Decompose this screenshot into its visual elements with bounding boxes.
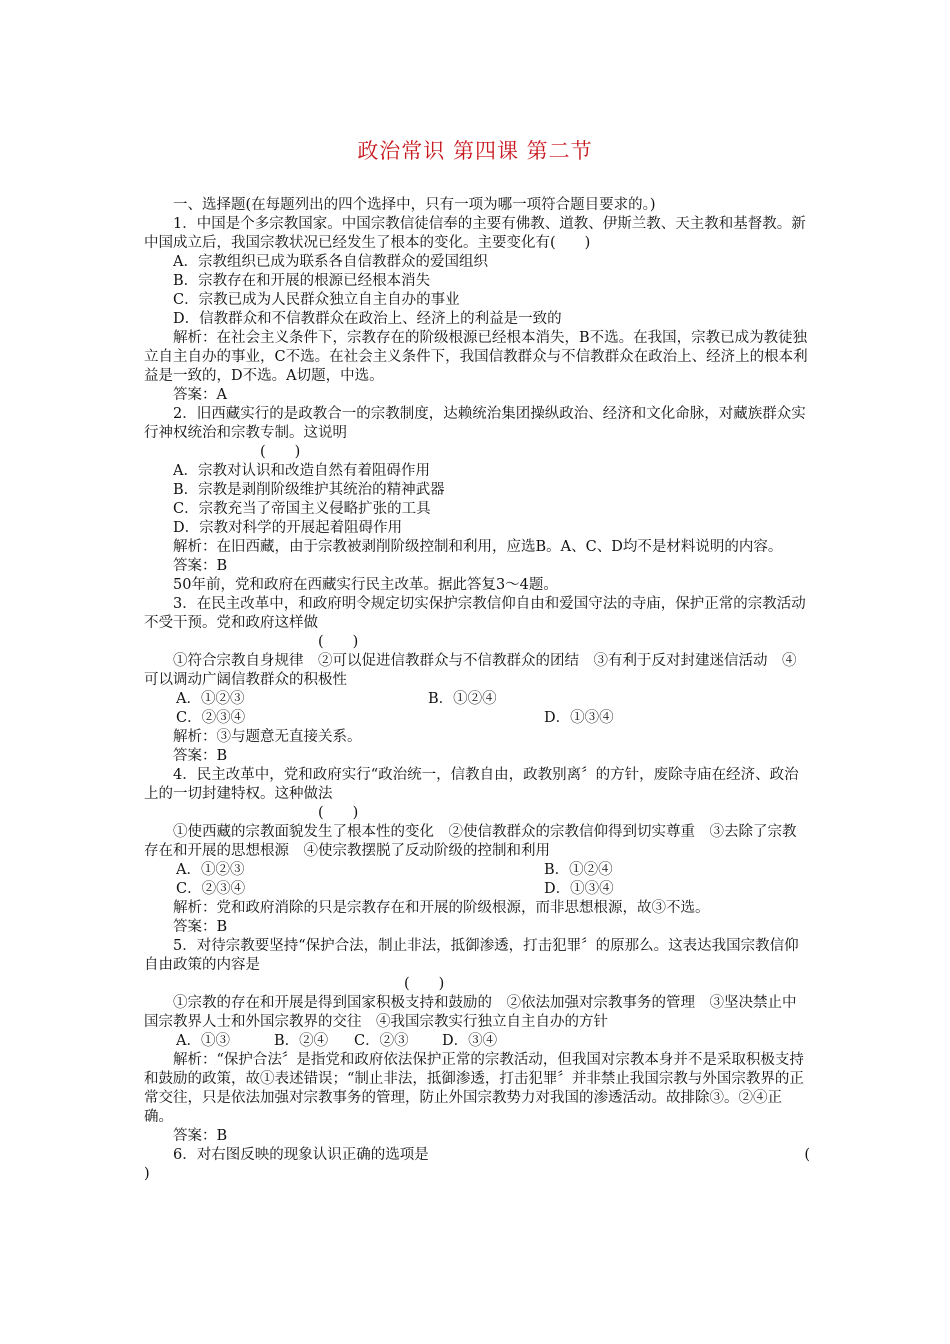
question-3-stem: 3．在民主改革中，和政府明令规定切实保护宗教信仰自由和爱国守法的寺庙，保护正常的宗教活动不受干预。党和政府这样做 <box>144 596 806 631</box>
question-4-option-a: A．①②③ <box>176 862 245 878</box>
question-2-stem: 2．旧西藏实行的是政教合一的宗教制度，达赖统治集团操纵政治、经济和文化命脉，对藏族群众实行神权统治和宗教专制。这说明 <box>144 406 806 441</box>
question-5-stem: 5．对待宗教要坚持“保护合法，制止非法，抵御渗透，打击犯罪〞的原那么。这表达我国宗教信仰自由政策的内容是 <box>144 938 799 973</box>
question-5-paren: ( ) <box>404 976 445 992</box>
question-4-options-row-2 <box>144 880 810 899</box>
question-6-paren-close-line <box>144 1165 810 1184</box>
page-title: 政治常识 第四课 第二节 <box>357 139 593 163</box>
question-1-option-a: A．宗教组织已成为联系各自信教群众的爱国组织 <box>173 254 488 270</box>
question-4-option-b: B．①②④ <box>544 862 613 878</box>
question-5-option-b: B．②④ <box>274 1033 329 1049</box>
question-5-option-c: C．②③ <box>354 1033 409 1049</box>
question-5-options-row <box>144 1032 810 1051</box>
question-6-paren-close: ) <box>144 1166 150 1182</box>
question-4-option-c: C．②③④ <box>176 881 246 897</box>
question-5-option-a: A．①③ <box>176 1033 230 1049</box>
question-4-answer: 答案：B <box>173 919 228 935</box>
question-6-stem-line <box>144 1146 810 1165</box>
question-4-paren-line <box>144 804 810 823</box>
question-3-answer: 答案：B <box>173 748 228 764</box>
question-3-options-row-2 <box>144 709 810 728</box>
question-1-analysis: 解析：在社会主义条件下，宗教存在的阶级根源已经根本消失，B不选。在我国，宗教已成为教徒独立自主自办的事业，C不选。在社会主义条件下，我国信教群众与不信教群众在政治上、经济上的根本利益是一致的，D不选。A切题，中选。 <box>144 330 808 384</box>
question-2-option-b: B．宗教是剥削阶级维护其统治的精神武器 <box>173 482 445 498</box>
question-3-option-d: D．①③④ <box>544 710 614 726</box>
question-1-answer: 答案：A <box>173 387 227 403</box>
question-2-answer: 答案：B <box>173 558 228 574</box>
question-4-stem: 4．民主改革中，党和政府实行“政治统一，信教自由，政教别离〞的方针，废除寺庙在经济、政治上的一切封建特权。这种做法 <box>144 767 799 802</box>
question-3-paren: ( ) <box>318 634 359 650</box>
question-6-paren-open: ( <box>804 1147 810 1163</box>
question-2-option-c: C．宗教充当了帝国主义侵略扩张的工具 <box>173 501 431 517</box>
question-4-paren: ( ) <box>318 805 359 821</box>
question-3-option-a: A．①②③ <box>176 691 245 707</box>
intro-questions-3-4: 50年前，党和政府在西藏实行民主改革。据此答复3～4题。 <box>173 577 558 593</box>
question-6-stem: 6．对右图反映的现象认识正确的选项是 <box>173 1147 429 1163</box>
question-5-items: ①宗教的存在和开展是得到国家积极支持和鼓励的 ②依法加强对宗教事务的管理 ③坚决禁止中国宗教界人士和外国宗教界的交往 ④我国宗教实行独立自主自办的方针 <box>144 995 797 1030</box>
question-4-options-row-1 <box>144 861 810 880</box>
question-3-items: ①符合宗教自身规律 ②可以促进信教群众与不信教群众的团结 ③有利于反对封建迷信活动 ④可以调动广阔信教群众的积极性 <box>144 653 797 688</box>
question-2-option-d: D．宗教对科学的开展起着阻碍作用 <box>173 520 403 536</box>
question-5-option-d: D．③④ <box>442 1033 498 1049</box>
question-3-option-b: B．①②④ <box>428 691 497 707</box>
question-4-analysis: 解析：党和政府消除的只是宗教存在和开展的阶级根源，而非思想根源，故③不选。 <box>173 900 710 916</box>
question-3-analysis: 解析：③与题意无直接关系。 <box>173 729 362 745</box>
question-5-analysis: 解析：“保护合法〞是指党和政府依法保护正常的宗教活动，但我国对宗教本身并不是采取积极支持和鼓励的政策，故①表述错误；“制止非法，抵御渗透，打击犯罪〞并非禁止我国宗教与外国宗教界的正常交往，只是依法加强对宗教事务的管理，防止外国宗教势力对我国的渗透活动。故排除③。②④正确。 <box>144 1052 804 1125</box>
question-1-option-d: D．信教群众和不信教群众在政治上、经济上的利益是一致的 <box>173 311 562 327</box>
question-1-option-b: B．宗教存在和开展的根源已经根本消失 <box>173 273 431 289</box>
question-5-answer: 答案：B <box>173 1128 228 1144</box>
question-1-stem: 1．中国是个多宗教国家。中国宗教信徒信奉的主要有佛教、道教、伊斯兰教、天主教和基督教。新中国成立后，我国宗教状况已经发生了根本的变化。主要变化有( ) <box>144 216 806 251</box>
section-heading: 一、选择题(在每题列出的四个选择中，只有一项为哪一项符合题目要求的。) <box>173 197 656 213</box>
question-1-option-c: C．宗教已成为人民群众独立自主自办的事业 <box>173 292 460 308</box>
question-3-options-row-1 <box>144 690 810 709</box>
question-2-paren-line <box>144 443 810 462</box>
question-4-option-d: D．①③④ <box>544 881 614 897</box>
question-3-paren-line <box>144 633 810 652</box>
question-2-option-a: A．宗教对认识和改造自然有着阻碍作用 <box>173 463 430 479</box>
question-2-paren: ( ) <box>260 444 301 460</box>
document-body <box>144 196 810 1184</box>
question-3-option-c: C．②③④ <box>176 710 246 726</box>
question-2-analysis: 解析：在旧西藏，由于宗教被剥削阶级控制和利用，应选B。A、C、D均不是材料说明的内容。 <box>173 539 783 555</box>
question-4-items: ①使西藏的宗教面貌发生了根本性的变化 ②使信教群众的宗教信仰得到切实尊重 ③去除了宗教存在和开展的思想根源 ④使宗教摆脱了反动阶级的控制和利用 <box>144 824 797 859</box>
question-5-paren-line <box>144 975 810 994</box>
